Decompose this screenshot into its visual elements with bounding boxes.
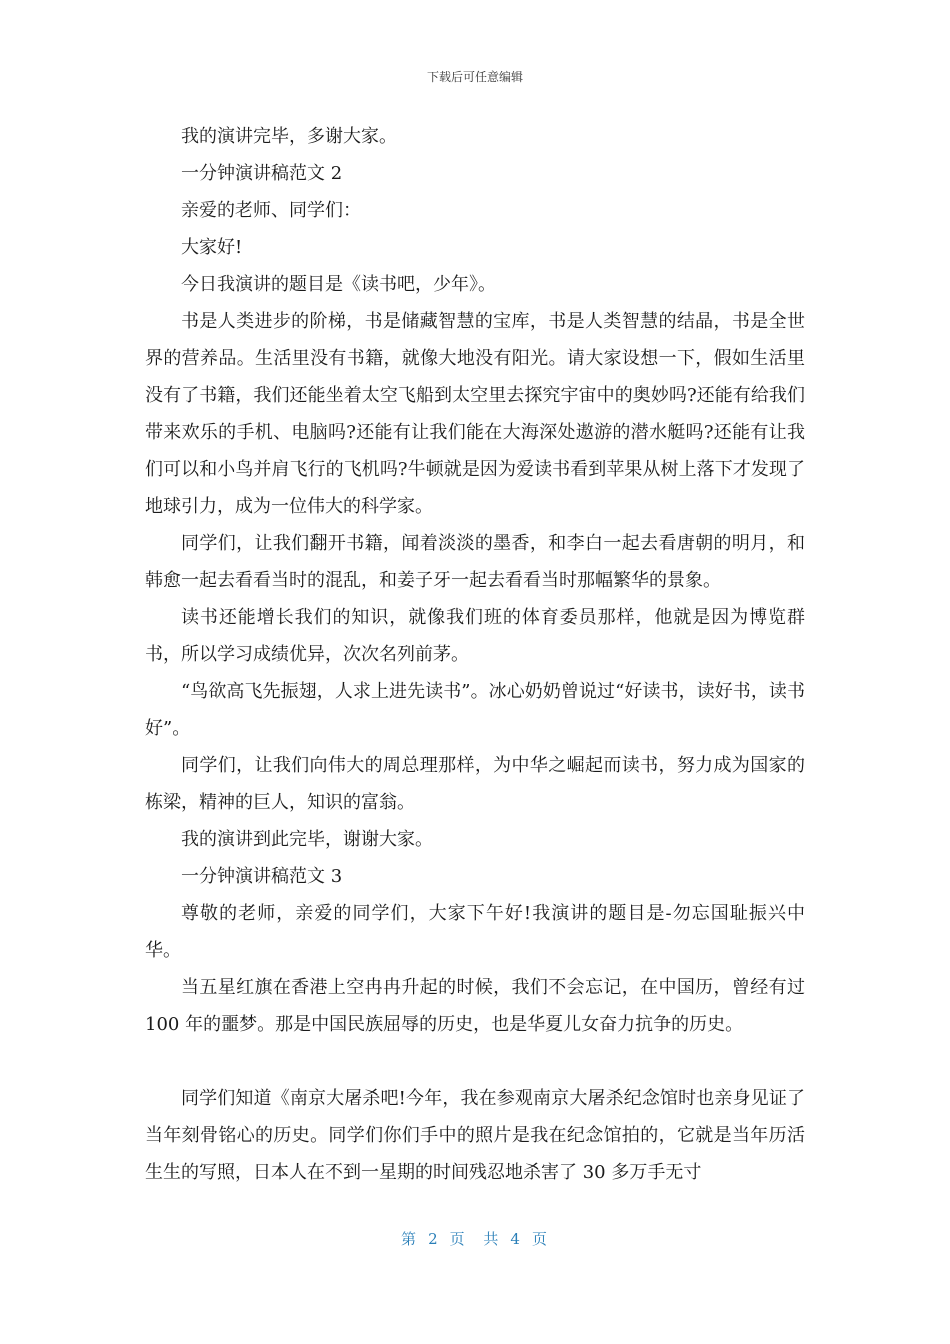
paragraph: 亲爱的老师、同学们： bbox=[181, 200, 361, 221]
paragraph: 今日我演讲的题目是《读书吧，少年》。 bbox=[181, 274, 496, 295]
paragraph: 尊敬的老师，亲爱的同学们，大家下午好!我演讲的题目是-勿忘国耻振兴中华。 bbox=[145, 903, 805, 961]
current-page-number: 2 bbox=[428, 1230, 440, 1248]
section-title: 一分钟演讲稿范文 3 bbox=[181, 866, 343, 887]
paragraph: 大家好! bbox=[181, 237, 243, 258]
section-title: 一分钟演讲稿范文 2 bbox=[181, 163, 343, 184]
paragraph: 书是人类进步的阶梯，书是储藏智慧的宝库，书是人类智慧的结晶，书是全世界的营养品。生活里没有书籍，就像大地没有阳光。请大家设想一下，假如生活里没有了书籍，我们还能坐着太空飞船到太空里去探究宇宙中的奥妙吗?还能有给我们带来欢乐的手机、电脑吗?还能有让我们能在大海深处遨游的潜水艇吗?还能有让我们可以和小鸟并肩飞行的飞机吗?牛顿就是因为爱读书看到苹果从树上落下才发现了地球引力，成为一位伟大的科学家。 bbox=[145, 311, 805, 517]
footer-prefix: 第 bbox=[401, 1230, 419, 1248]
paragraph: 当五星红旗在香港上空冉冉升起的时候，我们不会忘记，在中国历，曾经有过 100 年的噩梦。那是中国民族屈辱的历史，也是华夏儿女奋力抗争的历史。 bbox=[145, 977, 805, 1035]
paragraph: 我的演讲完毕，多谢大家。 bbox=[181, 126, 397, 147]
footer-middle: 页 共 bbox=[449, 1230, 501, 1248]
paragraph: 同学们知道《南京大屠杀吧!今年，我在参观南京大屠杀纪念馆时也亲身见证了当年刻骨铭心的历史。同学们你们手中的照片是我在纪念馆拍的，它就是当年历活生生的写照，日本人在不到一星期的时间残忍地杀害了 30 多万手无寸 bbox=[145, 1088, 805, 1183]
page-header: 下载后可任意编辑 bbox=[426, 70, 523, 84]
document-body bbox=[145, 118, 805, 1191]
paragraph: “鸟欲高飞先振翅，人求上进先读书”。冰心奶奶曾说过“好读书，读好书，读书好”。 bbox=[145, 681, 805, 739]
paragraph: 同学们，让我们向伟大的周总理那样，为中华之崛起而读书，努力成为国家的栋梁，精神的巨人，知识的富翁。 bbox=[145, 755, 805, 813]
paragraph: 同学们，让我们翻开书籍，闻着淡淡的墨香，和李白一起去看唐朝的明月，和韩愈一起去看看当时的混乱，和姜子牙一起去看看当时那幅繁华的景象。 bbox=[145, 533, 805, 591]
paragraph: 读书还能增长我们的知识，就像我们班的体育委员那样，他就是因为博览群书，所以学习成绩优异，次次名列前茅。 bbox=[145, 607, 805, 665]
total-pages-number: 4 bbox=[510, 1230, 522, 1248]
page-footer bbox=[0, 1228, 950, 1249]
paragraph: 我的演讲到此完毕，谢谢大家。 bbox=[181, 829, 433, 850]
footer-suffix: 页 bbox=[531, 1230, 549, 1248]
